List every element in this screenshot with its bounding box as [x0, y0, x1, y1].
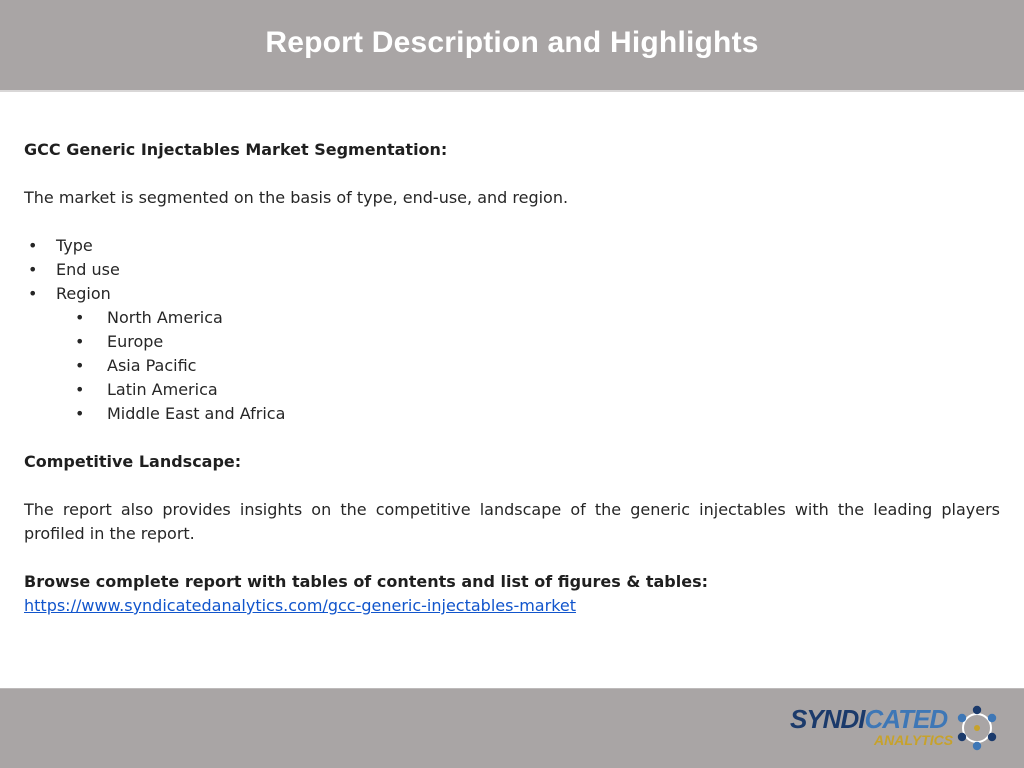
segment-label: Type [56, 236, 93, 255]
footer-bar [0, 688, 1024, 768]
content-body [24, 138, 1000, 618]
logo-wordmark [790, 704, 947, 735]
list-item [24, 258, 1000, 282]
bullet-icon: • [75, 380, 85, 399]
competitive-heading: Competitive Landscape: [24, 452, 242, 471]
list-item [24, 306, 1000, 330]
list-item [24, 402, 1000, 426]
syndicated-analytics-logo [790, 703, 1000, 755]
bullet-icon: • [75, 404, 85, 423]
logo-word-a: SYNDI [790, 704, 865, 734]
logo-subtitle: ANALYTICS [874, 732, 954, 748]
segment-label: Region [56, 284, 111, 303]
page-title: Report Description and Highlights [265, 26, 759, 59]
browse-heading: Browse complete report with tables of contents and list of figures & tables: [24, 572, 708, 591]
region-label: Asia Pacific [107, 356, 197, 375]
region-label: North America [107, 308, 223, 327]
network-circle-icon [954, 705, 1000, 751]
bullet-icon: • [75, 356, 85, 375]
region-label: Europe [107, 332, 164, 351]
bullet-icon: • [28, 284, 38, 303]
segmentation-intro: The market is segmented on the basis of type, end-use, and region. [24, 188, 569, 207]
competitive-text: The report also provides insights on the competitive landscape of the generic injectables with the leading players profiled in the report. [24, 500, 1000, 543]
segment-label: End use [56, 260, 120, 279]
list-item [24, 354, 1000, 378]
bullet-icon: • [28, 260, 38, 279]
list-item [24, 330, 1000, 354]
logo-word-b: CATED [864, 704, 948, 734]
list-item [24, 234, 1000, 258]
list-item [24, 282, 1000, 306]
bullet-icon: • [75, 308, 85, 327]
region-label: Latin America [107, 380, 218, 399]
list-item [24, 378, 1000, 402]
report-link[interactable]: https://www.syndicatedanalytics.com/gcc-generic-injectables-market [24, 596, 576, 615]
bullet-icon: • [28, 236, 38, 255]
bullet-icon: • [75, 332, 85, 351]
segmentation-heading: GCC Generic Injectables Market Segmentation: [24, 140, 448, 159]
segment-list [24, 234, 1000, 306]
region-list [24, 306, 1000, 426]
region-label: Middle East and Africa [107, 404, 286, 423]
header-bar [0, 0, 1024, 92]
